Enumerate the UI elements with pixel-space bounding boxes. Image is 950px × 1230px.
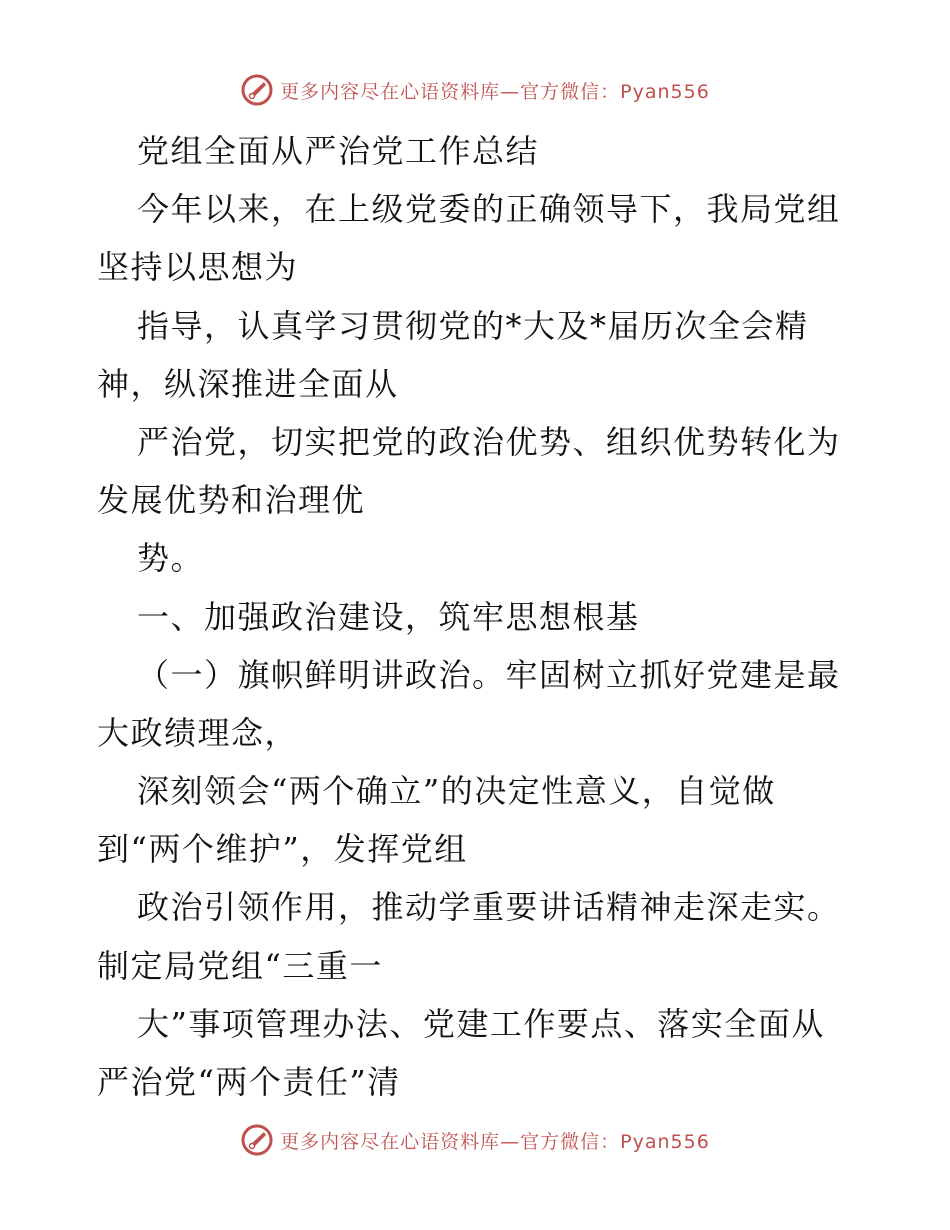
text-line: 坚持以思想为 <box>97 248 299 287</box>
text-line: 发展优势和治理优 <box>97 481 366 520</box>
text-line: （一）旗帜鲜明讲政治。牢固树立抓好党建是最 <box>137 655 841 694</box>
text-line: 指导，认真学习贯彻党的*大及*届历次全会精 <box>137 306 809 345</box>
text-line: 制定局党组“三重一 <box>97 946 383 985</box>
text-line: 大政绩理念， <box>97 713 299 752</box>
text-line: 党组全面从严治党工作总结 <box>137 132 540 170</box>
text-line: 今年以来，在上级党委的正确领导下，我局党组 <box>137 190 841 229</box>
text-line: 严治党，切实把党的政治优势、组织优势转化为 <box>137 422 841 461</box>
header-banner <box>0 70 950 110</box>
text-line: 政治引领作用，推动学重要讲话精神走深走实。 <box>137 888 841 927</box>
text-line: 大”事项管理办法、党建工作要点、落实全面从 <box>137 1004 825 1043</box>
footer-banner <box>0 1120 950 1160</box>
document-body <box>97 122 857 1111</box>
logo-icon <box>240 73 274 107</box>
text-line: 严治党“两个责任”清 <box>97 1063 401 1101</box>
logo-icon <box>240 1123 274 1157</box>
banner-text: 更多内容尽在心语资料库—官方微信：Pyan556 <box>280 1130 710 1153</box>
text-line: 神，纵深推进全面从 <box>97 364 399 403</box>
text-line: 一、加强政治建设，筑牢思想根基 <box>137 597 640 636</box>
text-line: 深刻领会“两个确立”的决定性意义，自觉做 <box>137 772 776 811</box>
text-line: 到“两个维护”，发挥党组 <box>97 830 468 869</box>
text-line: 势。 <box>137 539 205 578</box>
banner-text: 更多内容尽在心语资料库—官方微信：Pyan556 <box>280 80 710 103</box>
